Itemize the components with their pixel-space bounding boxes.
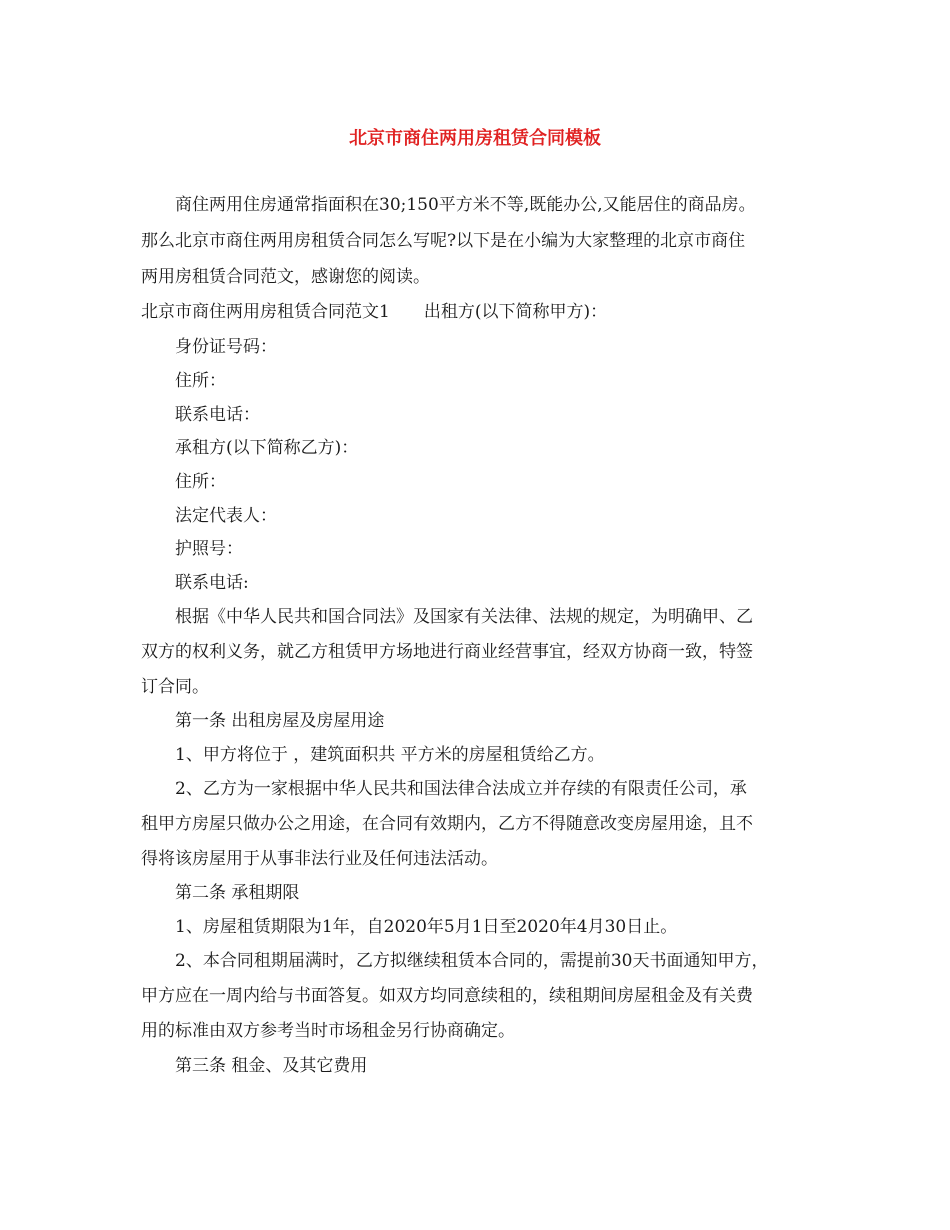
text-line: 身份证号码： xyxy=(175,337,277,357)
text-line: 甲方应在一周内给与书面答复。如双方均同意续租的，续租期间房屋租金及有关费 xyxy=(141,986,753,1006)
section-heading: 第二条 承租期限 xyxy=(175,883,300,903)
document-title: 北京市商住两用房租赁合同模板 xyxy=(349,128,601,149)
section-heading: 第三条 租金、及其它费用 xyxy=(175,1056,368,1076)
text-line: 住所： xyxy=(175,472,226,492)
text-line: 租甲方房屋只做办公之用途，在合同有效期内，乙方不得随意改变房屋用途，且不 xyxy=(141,814,753,834)
text-line: 用的标准由双方参考当时市场租金另行协商确定。 xyxy=(141,1021,515,1041)
text-line: 那么北京市商住两用房租赁合同怎么写呢?以下是在小编为大家整理的北京市商住 xyxy=(141,231,746,251)
text-line: 1、甲方将位于 ，建筑面积共 平方米的房屋租赁给乙方。 xyxy=(175,745,605,765)
text-line: 商住两用住房通常指面积在30;150平方米不等,既能办公,又能居住的商品房。 xyxy=(175,195,756,215)
text-line: 联系电话: xyxy=(175,573,249,593)
text-line: 住所： xyxy=(175,371,226,391)
text-line: 联系电话： xyxy=(175,405,260,425)
text-line: 1、房屋租赁期限为1年，自2020年5月1日至2020年4月30日止。 xyxy=(175,917,678,937)
text-line: 承租方(以下简称乙方)： xyxy=(175,438,359,458)
text-line: 2、本合同租期届满时，乙方拟继续租赁本合同的，需提前30天书面通知甲方， xyxy=(175,951,769,971)
section-heading: 第一条 出租房屋及房屋用途 xyxy=(175,711,385,731)
text-line: 根据《中华人民共和国合同法》及国家有关法律、法规的规定，为明确甲、乙 xyxy=(175,607,753,627)
text-line: 北京市商住两用房租赁合同范文1 出租方(以下简称甲方)： xyxy=(141,302,608,322)
text-line: 双方的权利义务，就乙方租赁甲方场地进行商业经营事宜，经双方协商一致，特签 xyxy=(141,642,753,662)
text-line: 2、乙方为一家根据中华人民共和国法律合法成立并存续的有限责任公司，承 xyxy=(175,779,747,799)
text-line: 两用房租赁合同范文，感谢您的阅读。 xyxy=(141,267,430,287)
text-line: 得将该房屋用于从事非法行业及任何违法活动。 xyxy=(141,849,498,869)
text-line: 护照号： xyxy=(175,539,243,559)
text-line: 订合同。 xyxy=(141,677,209,697)
text-line: 法定代表人： xyxy=(175,506,277,526)
